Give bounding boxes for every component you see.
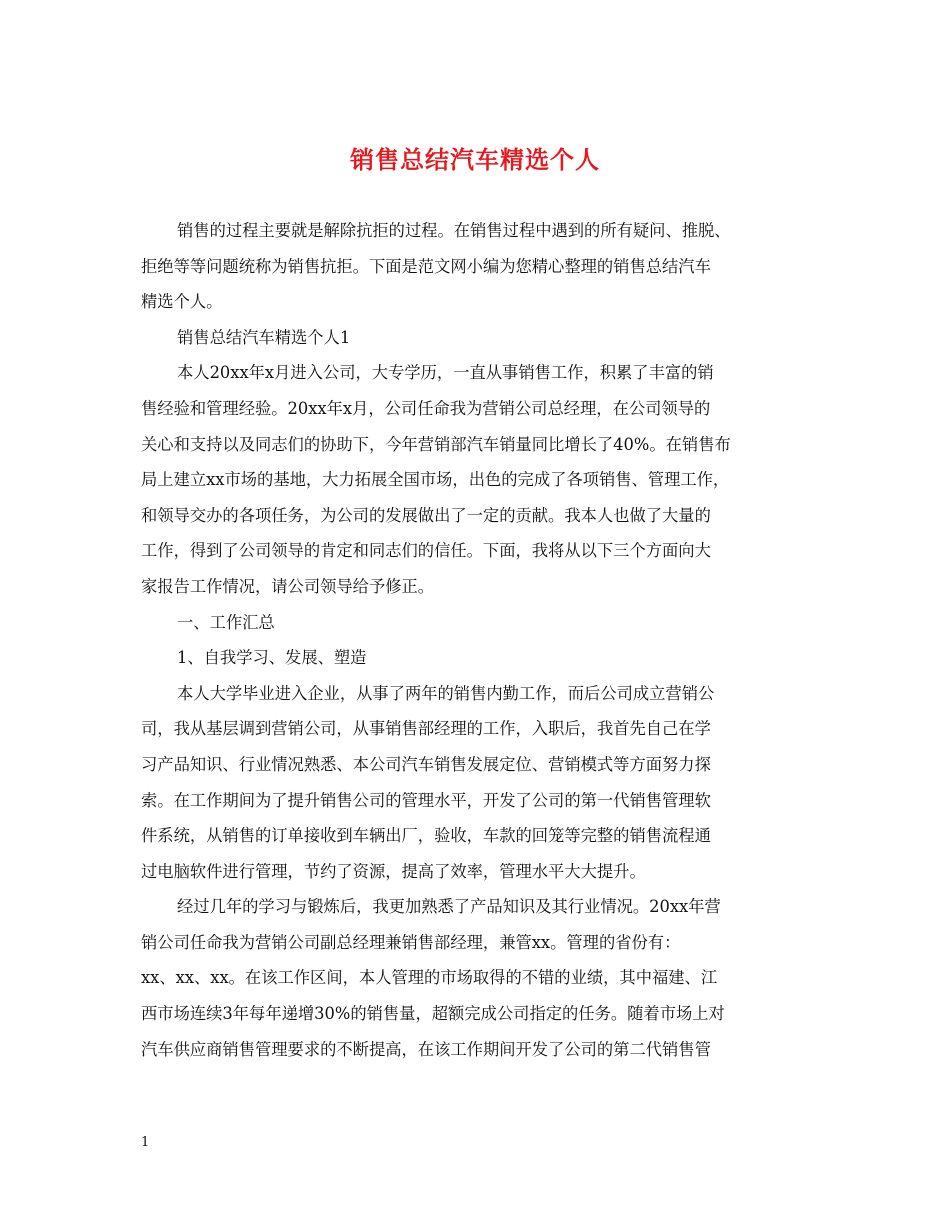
text-line: 销公司任命我为营销公司副总经理兼销售部经理，兼管xx。管理的省份有：	[141, 932, 681, 952]
text-line: 销售的过程主要就是解除抗拒的过程。在销售过程中遇到的所有疑问、推脱、	[177, 221, 731, 240]
text-line: 经过几年的学习与锻炼后，我更加熟悉了产品知识及其行业情况。20xx年营	[177, 897, 721, 917]
text-line: 汽车供应商销售管理要求的不断提高，在该工作期间开发了公司的第二代销售管	[141, 1039, 711, 1059]
text-line: 本人大学毕业进入企业，从事了两年的销售内勤工作，而后公司成立营销公	[177, 683, 715, 703]
text-line: 件系统，从销售的订单接收到车辆出厂，验收，车款的回笼等完整的销售流程通	[141, 826, 711, 846]
text-line: 售经验和管理经验。20xx年x月，公司任命我为营销公司总经理，在公司领导的	[141, 398, 711, 418]
page-number: 1	[141, 1135, 150, 1150]
text-line: 拒绝等等问题统称为销售抗拒。下面是范文网小编为您精心整理的销售总结汽车	[141, 256, 711, 276]
text-line: 司，我从基层调到营销公司，从事销售部经理的工作，入职后，我首先自己在学	[141, 719, 711, 739]
text-line: 关心和支持以及同志们的协助下，今年营销部汽车销量同比增长了40%。在销售布	[141, 434, 731, 454]
text-line: 销售总结汽车精选个人1	[177, 327, 351, 347]
text-line: 索。在工作期间为了提升销售公司的管理水平，开发了公司的第一代销售管理软	[141, 790, 711, 810]
text-line: 家报告工作情况，请公司领导给予修正。	[141, 576, 435, 596]
text-line: xx、xx、xx。在该工作区间，本人管理的市场取得的不错的业绩，其中福建、江	[141, 968, 718, 988]
document-title: 销售总结汽车精选个人	[350, 145, 600, 174]
text-line: 和领导交办的各项任务，为公司的发展做出了一定的贡献。我本人也做了大量的	[141, 505, 711, 525]
text-line: 过电脑软件进行管理，节约了资源，提高了效率，管理水平大大提升。	[141, 861, 646, 881]
text-line: 西市场连续3年每年递增30%的销售量，超额完成公司指定的任务。随着市场上对	[141, 1004, 725, 1024]
text-line: 一、工作汇总	[177, 612, 275, 632]
text-line: 习产品知识、行业情况熟悉、本公司汽车销售发展定位、营销模式等方面努力探	[141, 754, 711, 774]
text-line: 工作，得到了公司领导的肯定和同志们的信任。下面，我将从以下三个方面向大	[141, 541, 711, 561]
text-line: 精选个人。	[141, 292, 223, 312]
text-line: 1、自我学习、发展、塑造	[177, 648, 367, 668]
document-body	[141, 213, 811, 1067]
text-line: 局上建立xx市场的基地，大力拓展全国市场，出色的完成了各项销售、管理工作，	[141, 470, 730, 490]
text-line: 本人20xx年x月进入公司，大专学历，一直从事销售工作，积累了丰富的销	[177, 363, 714, 383]
